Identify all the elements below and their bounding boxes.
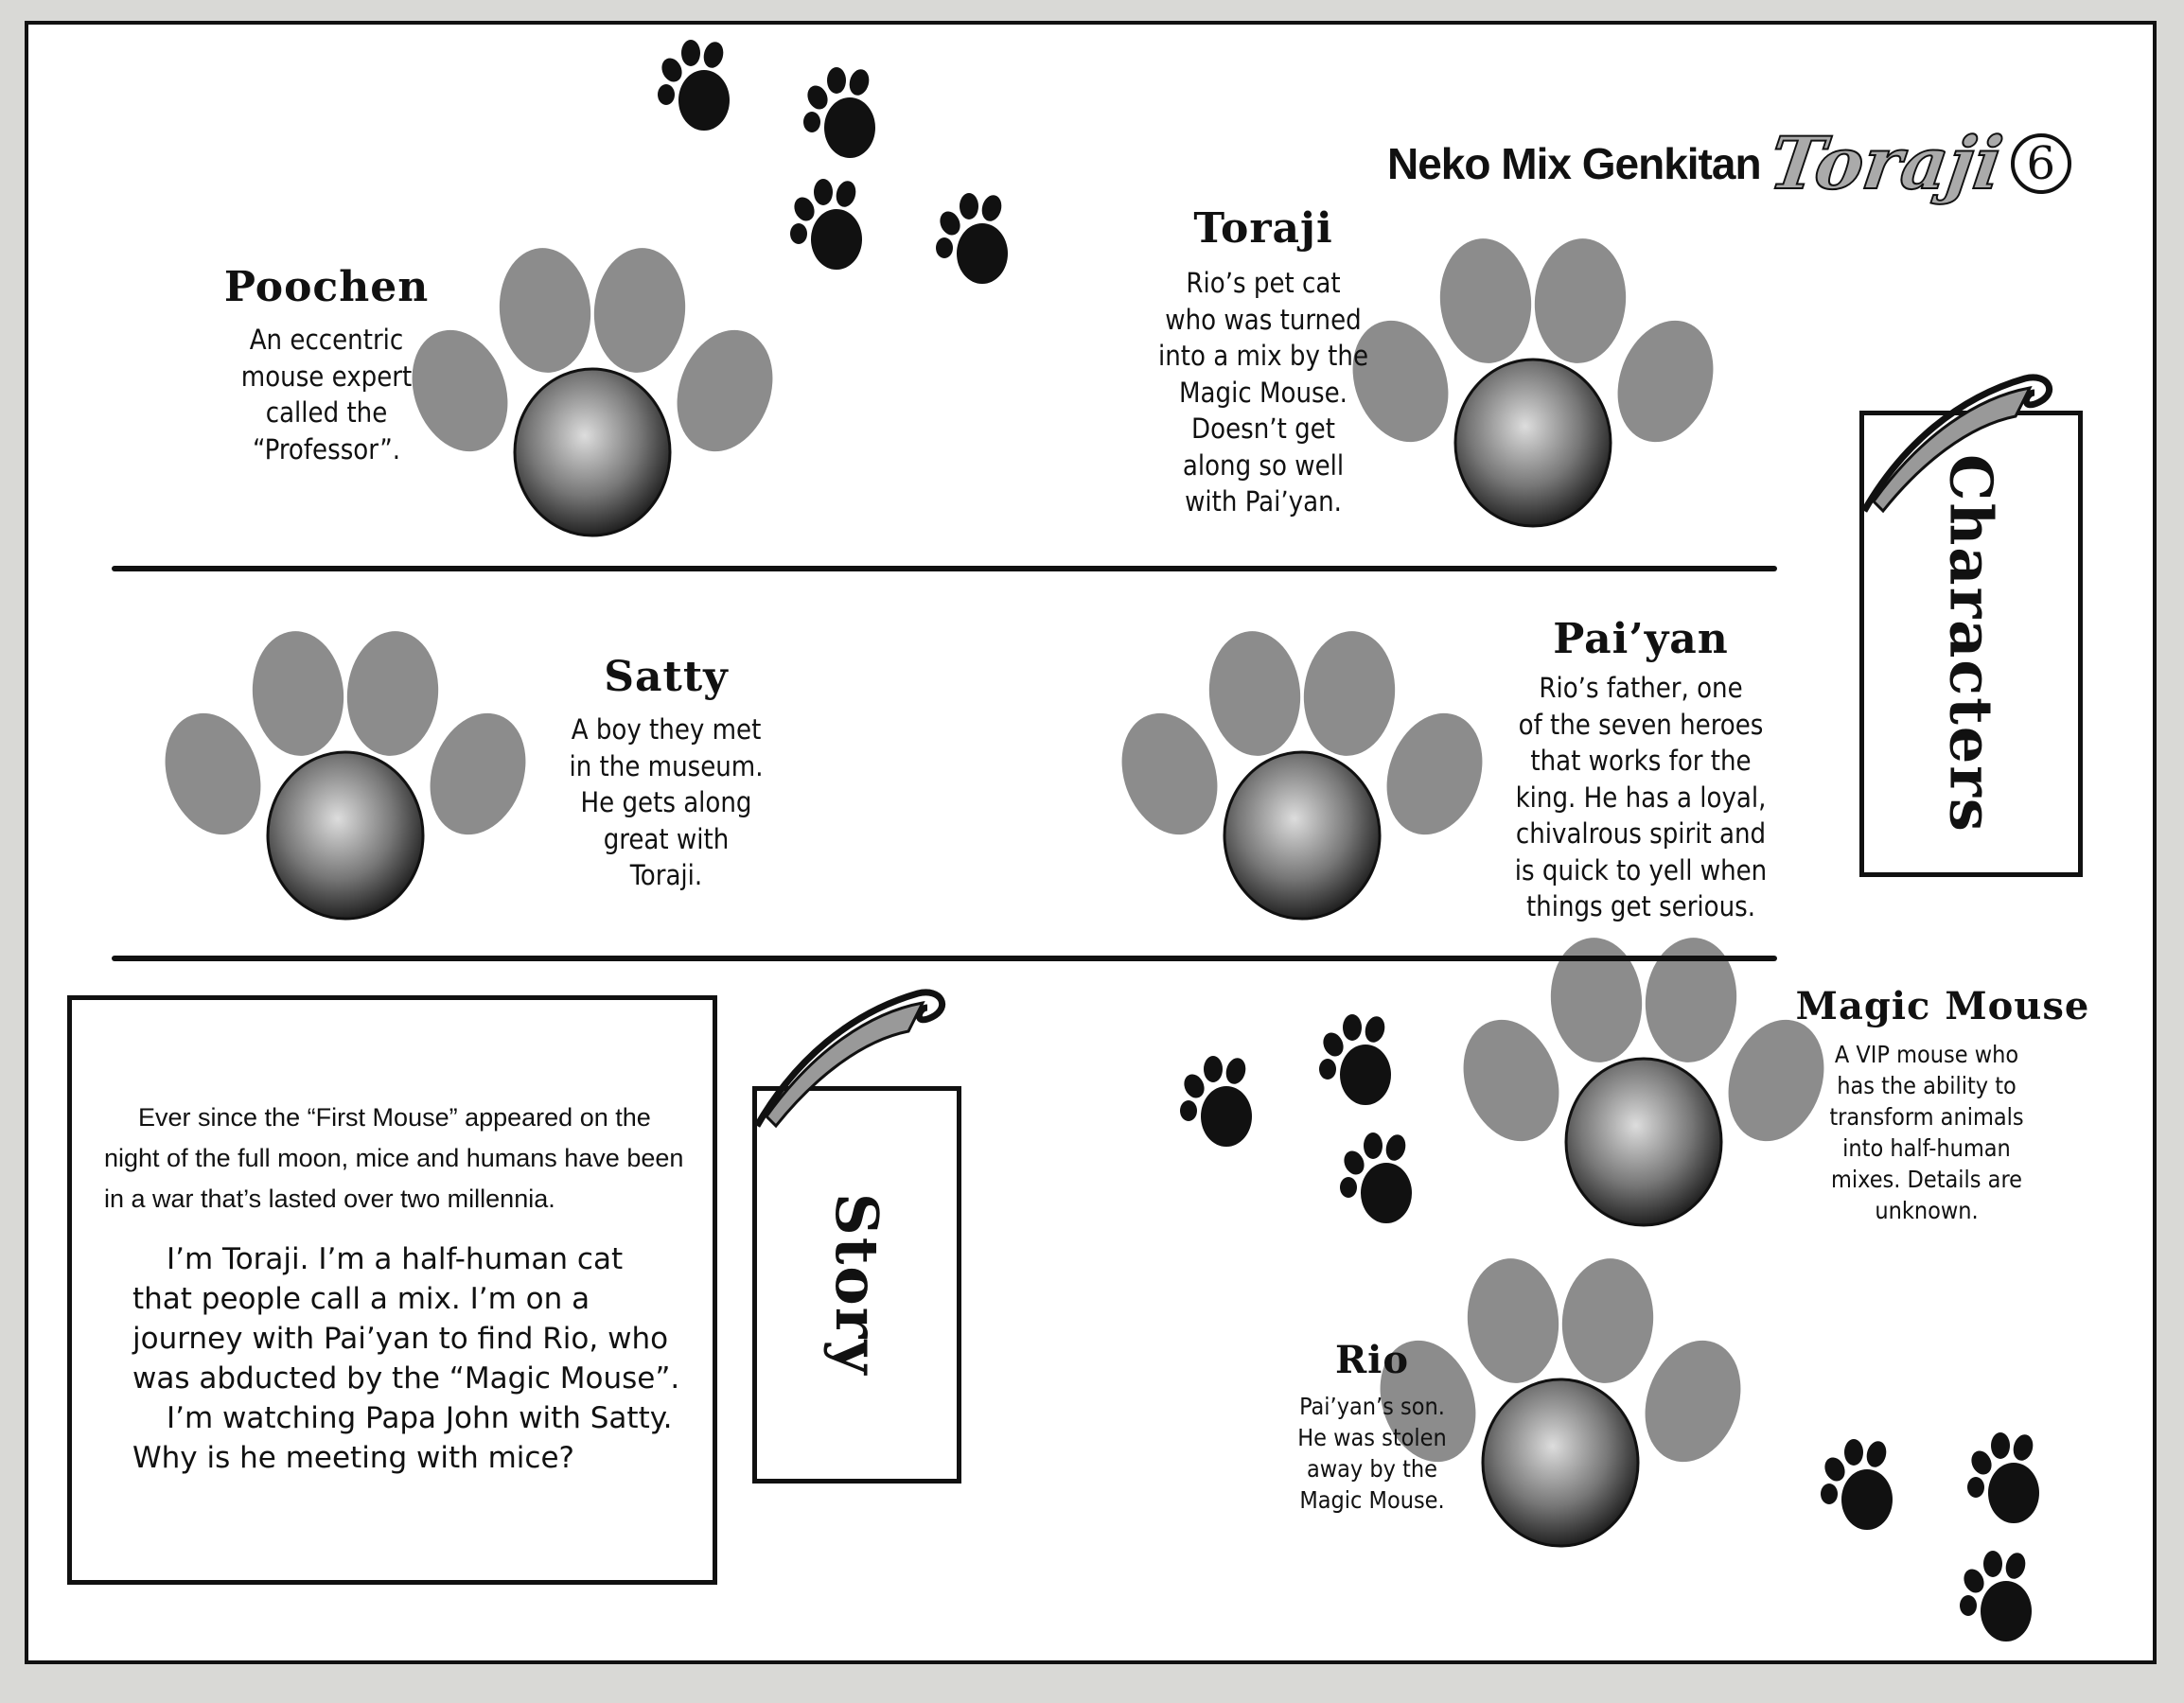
paw-toe: [589, 244, 690, 377]
character-name-satty: Satty: [604, 653, 729, 701]
paw-print-icon: [1319, 1014, 1391, 1105]
portrait-paw-satty: [149, 627, 541, 919]
paw-toe: [1447, 1007, 1575, 1155]
character-desc-rio: Pai’yan’s son. He was stolen away by the Magic Mouse.: [1297, 1393, 1447, 1514]
paw-toe: [1298, 627, 1400, 760]
paw-toe: [1601, 307, 1729, 456]
quill-icon: [1845, 360, 2063, 520]
paw-toe: [1462, 1255, 1563, 1387]
paw-toe: [1435, 235, 1536, 367]
story-paragraph: [104, 1097, 691, 1220]
character-name-paiyan: Pai’yan: [1553, 615, 1729, 663]
story-text: I’m Toraji. I’m a half-human cat that people call a mix. I’m on a journey with Pai’yan to find Rio, who was abducted by the “Magic Mouse”.: [132, 1242, 680, 1396]
character-desc-toraji: Rio’s pet cat who was turned into a mix by the Magic Mouse. Doesn’t get along so well with Pai’yan.: [1157, 267, 1369, 518]
character-portrait-poochen: [515, 369, 670, 535]
character-portrait-magic-mouse: [1566, 1059, 1721, 1225]
paw-print-icon: [790, 179, 862, 270]
paw-toe: [1557, 1255, 1658, 1387]
character-desc-satty: A boy they met in the museum. He gets along great with Toraji.: [569, 713, 764, 891]
character-name-rio: Rio: [1334, 1338, 1410, 1382]
story-paragraph: [132, 1239, 691, 1478]
character-desc-paiyan: Rio’s father, one of the seven heroes that works for the king. He has a loyal, chivalrous spirit and is quick to yell when things get serious.: [1514, 672, 1768, 922]
paw-toe: [1529, 235, 1630, 367]
paw-print-icon: [803, 67, 875, 158]
paw-toe: [1640, 934, 1741, 1066]
paw-toe: [660, 317, 788, 465]
character-portrait-paiyan: [1224, 752, 1380, 919]
series-logo: Toraji: [1764, 121, 2008, 205]
character-name-magic-mouse: Magic Mouse: [1795, 984, 2090, 1028]
paw-toe: [342, 627, 443, 760]
character-desc-magic-mouse: A VIP mouse who has the ability to transform animals into half-human mixes. Details are unknown.: [1829, 1041, 2024, 1224]
story-label: Story: [822, 1193, 891, 1377]
character-desc-poochen: An eccentric mouse expert called the “Professor”.: [240, 324, 413, 465]
paw-print-icon: [936, 193, 1008, 284]
paw-print-icon: [658, 40, 730, 131]
story-text: I’m watching Papa John with Satty. Why is he meeting with mice?: [132, 1401, 673, 1475]
paw-toe: [494, 244, 595, 377]
story-tab: [752, 1086, 961, 1484]
paw-toe: [149, 700, 276, 849]
series-title: [1387, 121, 2071, 205]
paw-toe: [247, 627, 348, 760]
paw-print-icon: [1340, 1132, 1412, 1223]
paw-toe: [1545, 934, 1647, 1066]
paw-toe: [1204, 627, 1305, 760]
paw-print-icon: [1821, 1439, 1893, 1530]
paw-toe: [1629, 1327, 1756, 1476]
characters-label: Characters: [1936, 454, 2006, 834]
paw-print-icon: [1960, 1551, 2032, 1642]
paw-print-icon: [1180, 1056, 1252, 1147]
story-text: Ever since the “First Mouse” appeared on the night of the full moon, mice and humans have been in a war that’s lasted over two millennia.: [104, 1103, 684, 1213]
character-name-poochen: Poochen: [223, 263, 430, 311]
character-portrait-toraji: [1455, 360, 1611, 526]
section-divider: [112, 566, 1777, 571]
portrait-paw-paiyan: [1105, 627, 1498, 919]
character-name-toraji: Toraji: [1193, 204, 1333, 253]
quill-icon: [738, 974, 956, 1135]
series-title-text: Neko Mix Genkitan: [1387, 138, 1761, 188]
paw-toe: [1105, 700, 1233, 849]
character-portrait-satty: [268, 752, 423, 919]
section-divider: [112, 956, 1777, 961]
volume-number: 6: [2011, 133, 2071, 194]
paw-print-icon: [1967, 1432, 2039, 1523]
